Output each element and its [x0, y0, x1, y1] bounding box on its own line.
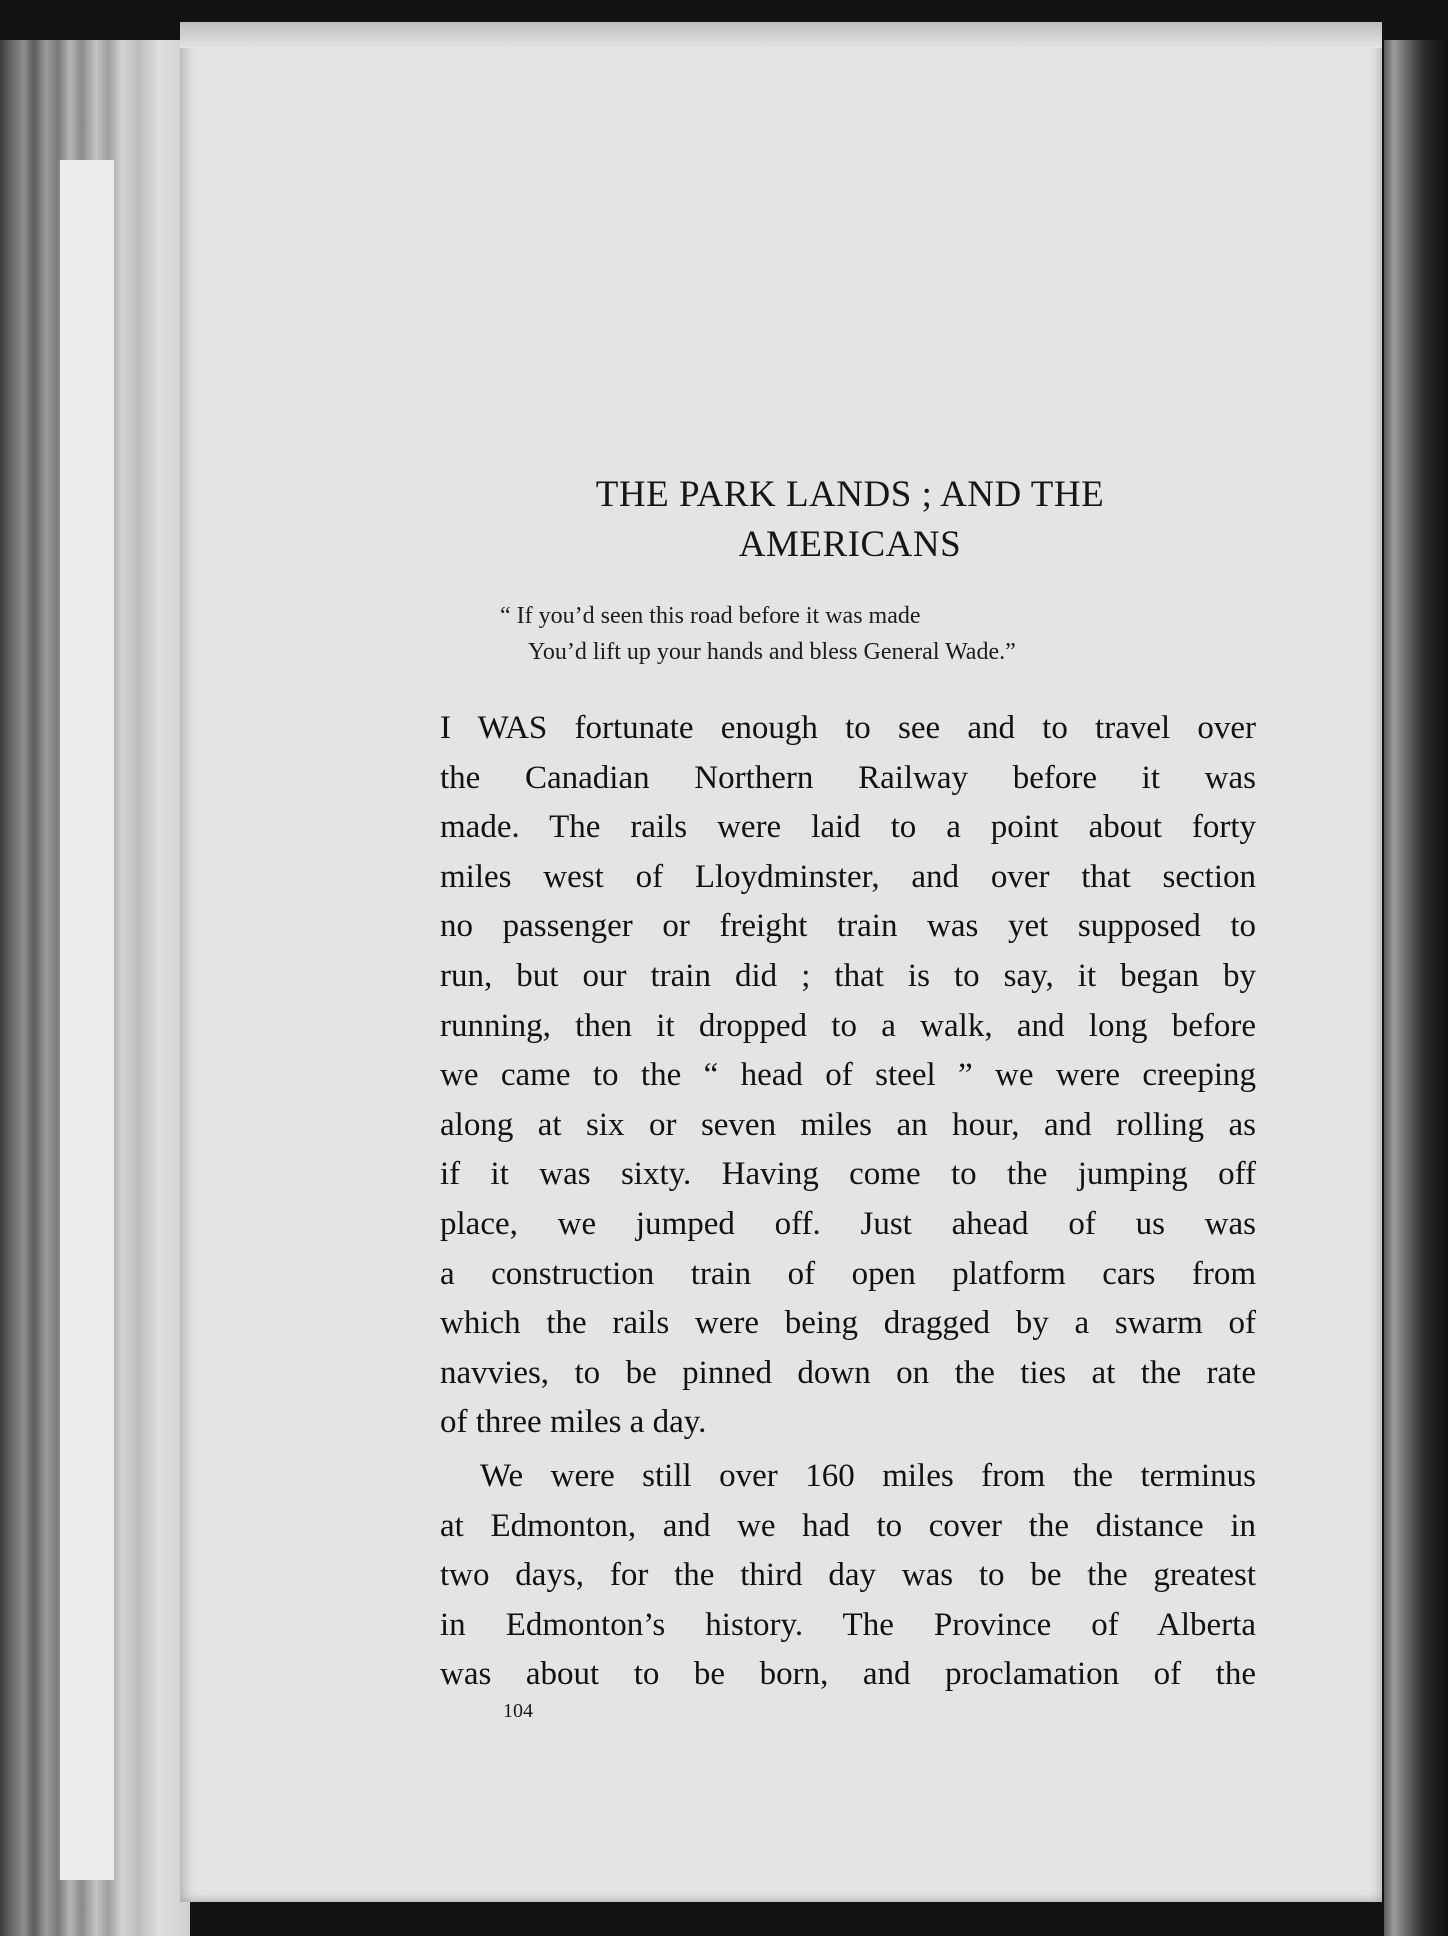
- text-line: at Edmonton, and we had to cover the distance in: [440, 1507, 1256, 1544]
- text-line: a construction train of open platform cars from: [440, 1255, 1256, 1292]
- text-line: the Canadian Northern Railway before it was: [440, 759, 1256, 796]
- text-line: we came to the “ head of steel ” we were creeping: [440, 1057, 1256, 1094]
- chapter-title-line-1: THE PARK LANDS ; AND THE: [595, 474, 1105, 515]
- text-line: We were still over 160 miles from the terminus: [480, 1457, 1256, 1494]
- chapter-title: [500, 470, 1200, 570]
- paragraph-1: [440, 704, 1256, 1448]
- chapter-title-line-2: AMERICANS: [738, 524, 962, 565]
- paragraph-2: [440, 1452, 1256, 1700]
- text-line: two days, for the third day was to be the greatest: [440, 1557, 1256, 1594]
- text-line: was about to be born, and proclamation of the: [440, 1656, 1256, 1693]
- page-number: 104: [503, 1700, 533, 1722]
- text-line: along at six or seven miles an hour, and rolling as: [440, 1106, 1256, 1143]
- epigraph: [500, 598, 1220, 670]
- text-line: running, then it dropped to a walk, and long before: [440, 1007, 1256, 1044]
- text-line: which the rails were being dragged by a swarm of: [440, 1305, 1256, 1342]
- text-line: run, but our train did ; that is to say, it began by: [440, 957, 1256, 994]
- text-line: of three miles a day.: [440, 1404, 707, 1441]
- text-line: place, we jumped off. Just ahead of us was: [440, 1205, 1256, 1242]
- paper-slip: [58, 160, 114, 1880]
- text-line: in Edmonton’s history. The Province of Alberta: [440, 1606, 1256, 1643]
- book-right-edge: [1384, 40, 1448, 1936]
- text-line: miles west of Lloydminster, and over that section: [440, 858, 1256, 895]
- text-line: if it was sixty. Having come to the jumping off: [440, 1156, 1256, 1193]
- body-text: [440, 704, 1256, 1700]
- text-line: navvies, to be pinned down on the ties at the rate: [440, 1354, 1256, 1391]
- epigraph-line-1: “ If you’d seen this road before it was made: [500, 603, 921, 629]
- text-line: I WAS fortunate enough to see and to travel over: [440, 710, 1256, 746]
- text-line: no passenger or freight train was yet supposed to: [440, 908, 1256, 945]
- text-line: made. The rails were laid to a point about forty: [440, 809, 1256, 846]
- page-top-shadow: [180, 22, 1382, 48]
- book-page-edges: [0, 40, 190, 1936]
- epigraph-line-2: You’d lift up your hands and bless General Wade.”: [528, 639, 1016, 665]
